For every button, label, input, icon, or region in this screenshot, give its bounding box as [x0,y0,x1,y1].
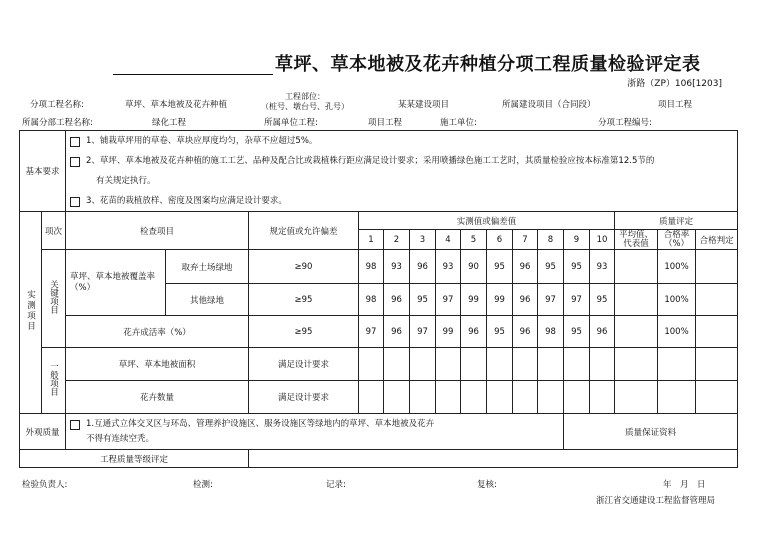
check-item-name: 花卉数量 [66,381,249,414]
measured-value: 95 [538,250,564,284]
basic-requirements-row [20,131,738,212]
spec-value: 满足设计要求 [249,381,359,414]
requirement-item: 3、花苗的栽植放样、密度及图案均应满足设计要求。 [70,191,737,211]
measured-value: 97 [410,316,436,348]
check-item-name: 花卉成活率（%） [66,316,249,348]
checkbox[interactable] [70,197,80,207]
measured-value: 90 [461,250,487,284]
col-header: 10 [590,230,615,250]
construction-label: 施工单位: [440,118,477,128]
measured-value: 96 [590,316,615,348]
measured-value: 99 [436,316,461,348]
col-header: 8 [538,230,564,250]
date-label: 年 月 日 [663,480,706,490]
checkbox[interactable] [70,420,80,430]
appearance-row [20,414,738,450]
col-header: 4 [436,230,461,250]
item-no-header: 项次 [42,212,66,250]
measured-value: 98 [538,316,564,348]
avg-value [615,250,658,284]
measured-value: 99 [461,284,487,316]
spec-header: 规定值或允许偏差 [249,212,359,250]
inspector-label: 检验负责人: [22,480,68,490]
measured-value: 96 [513,284,538,316]
spec-value: ≥90 [249,250,359,284]
recorder-label: 记录: [326,480,346,490]
requirement-item: 1、铺栽草坪用的草卷、草块应厚度均匀，杂草不应超过5%。 [70,131,737,151]
avg-value [615,284,658,316]
measured-value: 96 [410,250,436,284]
part-label [255,92,355,112]
code-label: 分项工程编号: [598,118,652,128]
header-row-1 [20,212,738,230]
check-item-name: 取弃土场绿地 [166,250,249,284]
col-header: 1 [359,230,384,250]
measured-value: 93 [436,250,461,284]
subitem-value: 草坪、草本地被及花卉种植 [125,100,228,110]
requirement-item: 2、草坪、草本地被及花卉种植的施工工艺、品种及配合比或栽植株行距应满足设计要求；采用喷播绿色施工工艺时，其质量检验应按本标准第12.5节的 [70,151,737,171]
measured-value: 95 [564,316,590,348]
title-underline [113,74,273,75]
check-item-name: 其他绿地 [166,284,249,316]
contract-label: 所属建设项目（合同段） [502,100,596,110]
judge-value [696,284,738,316]
grade-value[interactable] [249,450,738,468]
measured-value: 95 [487,250,513,284]
measured-value: 98 [359,250,384,284]
table-row [20,250,738,284]
measured-value: 93 [590,250,615,284]
organization-name: 浙江省交通建设工程监督管理局 [596,496,716,506]
judge-value [696,250,738,284]
inspection-table [19,130,738,468]
measured-items-label: 实测项目 [20,212,42,414]
basic-requirements-list [66,131,738,212]
table-row [20,348,738,381]
subitem-label: 分项工程名称: [30,100,84,110]
measured-value: 97 [538,284,564,316]
measured-value: 93 [384,250,410,284]
measured-value: 96 [513,316,538,348]
table-row [20,381,738,414]
measured-value: 95 [487,316,513,348]
measured-value: 96 [513,250,538,284]
judge-header: 合格判定 [696,230,738,250]
appearance-label: 外观质量 [20,414,66,450]
col-header: 6 [487,230,513,250]
contract-value: 项目工程 [658,100,693,110]
pass-rate-value: 100% [658,316,696,348]
branch-value: 绿化工程 [152,118,187,128]
avg-value [615,316,658,348]
measured-value: 95 [410,284,436,316]
pass-rate-value: 100% [658,250,696,284]
spec-value: ≥95 [249,284,359,316]
checkbox[interactable] [70,157,80,167]
part-value: 某某建设项目 [398,100,450,110]
appearance-text [66,414,564,450]
check-item-header: 检查项目 [66,212,249,250]
part-label-line1: 工程部位： [285,92,325,101]
key-items-label: 关键项目 [42,250,66,348]
grade-label: 工程质量等级评定 [20,450,249,468]
part-label-line2: （桩号、墩台号、孔号） [261,102,349,111]
table-row [20,316,738,348]
measured-value: 95 [590,284,615,316]
pass-rate-header: 合格率（%） [658,230,696,250]
general-items-label: 一般项目 [42,348,66,414]
avg-header: 平均值、代表值 [615,230,658,250]
measured-value: 96 [384,316,410,348]
measured-value: 97 [436,284,461,316]
branch-label: 所属分部工程名称: [22,118,93,128]
quality-assurance-label: 质量保证资料 [564,414,738,450]
form-code: 浙路（ZP）106[1203] [627,79,722,89]
measured-value: 96 [384,284,410,316]
measured-values-header: 实测值或偏差值 [359,212,615,230]
col-header: 2 [384,230,410,250]
measured-value: 97 [359,316,384,348]
requirement-item-continued: 有关规定执行。 [96,176,156,186]
reviewer-label: 复核: [477,480,497,490]
measured-value: 96 [461,316,487,348]
tester-label: 检测: [193,480,213,490]
basic-requirements-label: 基本要求 [20,131,66,212]
spec-value: ≥95 [249,316,359,348]
unit-label: 所属单位工程: [264,118,318,128]
spec-value: 满足设计要求 [249,348,359,381]
appearance-item: 1.互通式立体交叉区与环岛、管理养护设施区、服务设施区等绿地内的草坪、草本地被及花卉 不得有连续空秃。 [70,417,563,447]
col-header: 5 [461,230,487,250]
measured-value: 97 [564,284,590,316]
unit-value: 项目工程 [368,118,403,128]
col-header: 3 [410,230,436,250]
grade-row [20,450,738,468]
col-header: 7 [513,230,538,250]
measured-value: 98 [359,284,384,316]
checkbox[interactable] [70,137,80,147]
judge-value [696,316,738,348]
coverage-label: 草坪、草本地被覆盖率（%） [66,250,166,316]
measured-value: 99 [487,284,513,316]
page-title: 草坪、草本地被及花卉种植分项工程质量检验评定表 [275,54,701,75]
check-item-name: 草坪、草本地被面积 [66,348,249,381]
measured-value: 95 [564,250,590,284]
quality-header: 质量评定 [615,212,738,230]
col-header: 9 [564,230,590,250]
pass-rate-value: 100% [658,284,696,316]
